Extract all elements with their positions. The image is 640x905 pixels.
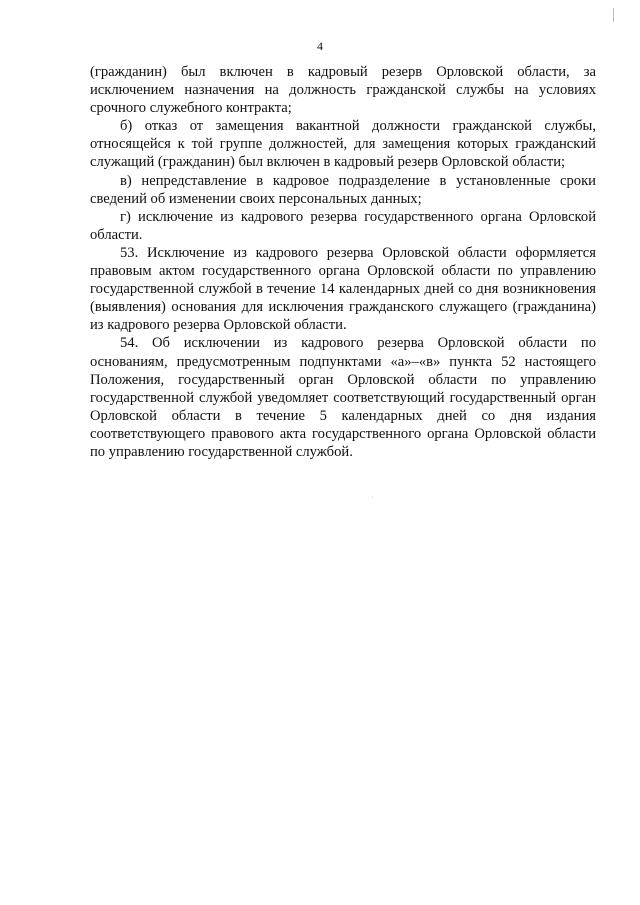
paragraph-item-v: в) непредставление в кадровое подразделение в установленные сроки сведений об изменении своих персональных данных; xyxy=(90,172,596,207)
paragraph-item-g: г) исключение из кадрового резерва государственного органа Орловской области. xyxy=(90,208,596,243)
paragraph-clause-53: 53. Исключение из кадрового резерва Орловской области оформляется правовым актом государственного органа Орловской области по управлению государственной службой в течение 14 календарных дней со дня возникновения (выявления) основания для исключения гражданского служащего (гражданина) из кадрового резерва Орловской области. xyxy=(90,244,596,334)
paragraph-continuation: (гражданин) был включен в кадровый резерв Орловской области, за исключением назначения на должность гражданской службы на условиях срочного служебного контракта; xyxy=(90,64,596,117)
page-number: 4 xyxy=(317,39,323,53)
scan-mark xyxy=(613,8,614,22)
paragraph-clause-54: 54. Об исключении из кадрового резерва Орловской области по основаниям, предусмотренным подпунктами «а»–«в» пункта 52 настоящего Положения, государственный орган Орловской области по управлению государственной службой уведомляет соответствующий государственный орган Орловской области в течение 5 календарных дней со дня издания соответствующего правового акта государственного органа Орловской области по управлению государственной службой. xyxy=(90,335,596,460)
document-body xyxy=(90,63,596,461)
scan-speck xyxy=(372,497,373,498)
paragraph-item-b: б) отказ от замещения вакантной должности гражданской службы, относящейся к той группе должностей, для замещения которых гражданский служащий (гражданин) был включен в кадровый резерв Орловской области; xyxy=(90,118,596,171)
